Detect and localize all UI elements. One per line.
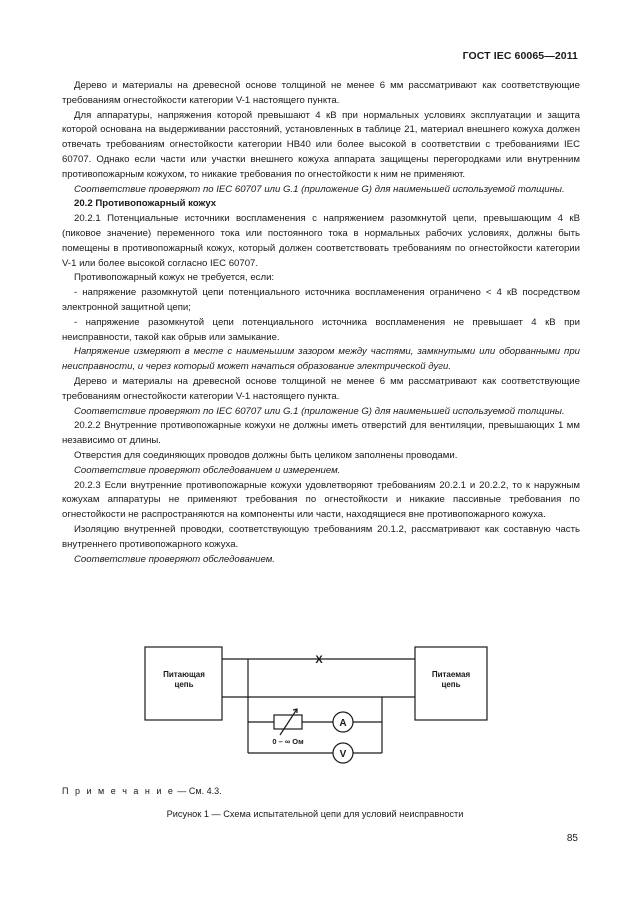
paragraph: 20.2.3 Если внутренние противопожарные кожухи удовлетворяют требованиям 20.2.1 и 20.2.2, то к наружным кожухам аппаратуры не применяют требования по огнестойкости и никакие пассивные требования по огнестойкости не распространяются на компоненты или части, находящиеся вне противопожарного кожуха. bbox=[62, 479, 580, 521]
paragraph-italic: Соответствие проверяют обследованием и измерением. bbox=[74, 464, 341, 476]
paragraph-italic: Соответствие проверяют обследованием. bbox=[74, 553, 275, 565]
section-heading: 20.2 Противопожарный кожух bbox=[74, 198, 217, 210]
figure-caption: Рисунок 1 — Схема испытательной цепи для условий неисправности bbox=[166, 809, 464, 819]
break-mark: X bbox=[315, 654, 323, 666]
figure-note bbox=[62, 786, 222, 796]
test-circuit-diagram bbox=[144, 636, 488, 771]
paragraph-italic: Соответствие проверяют по IEC 60707 или G.1 (приложение G) для наименьшей используемой толщины. bbox=[74, 183, 565, 195]
note-prefix: П р и м е ч а н и е bbox=[62, 786, 175, 796]
paragraph: - напряжение разомкнутой цепи потенциального источника воспламенения ограничено < 4 кВ посредством электронной защитной цепи; bbox=[62, 287, 580, 313]
document-id: ГОСТ IEC 60065—2011 bbox=[462, 50, 578, 62]
ammeter-label: A bbox=[339, 718, 347, 729]
paragraph: Изоляцию внутренней проводки, соответствующую требованиям 20.1.2, рассматривают как составную часть внутреннего противопожарного кожуха. bbox=[62, 523, 580, 550]
page-number: 85 bbox=[566, 833, 578, 844]
load-label-2: цепь bbox=[441, 680, 461, 689]
paragraph-italic: Напряжение измеряют в месте с наименьшим зазором между частями, замкнутыми или оборванными при неисправности, и через который может начаться образование электрической дуги. bbox=[62, 346, 580, 373]
paragraph: Дерево и материалы на древесной основе толщиной не менее 6 мм рассматривают как соответствующие требованиям огнестойкости категории V-1 настоящего пункта. bbox=[62, 375, 580, 402]
paragraph: 20.2.1 Потенциальные источники воспламенения с напряжением разомкнутой цепи, превышающим 4 кВ (пиковое значение) переменного тока или постоянного тока в нормальных рабочих условиях, должны быть помещены в противопожарный кожух, который должен соответствовать требованиям по огнестойкости категории V-1 или более высокой согласно IEC 60707. bbox=[62, 213, 580, 269]
paragraph: Противопожарный кожух не требуется, если: bbox=[74, 272, 275, 284]
paragraph: 20.2.2 Внутренние противопожарные кожухи не должны иметь отверстий для вентиляции, превышающих 1 мм независимо от длины. bbox=[62, 420, 580, 447]
paragraph: Для аппаратуры, напряжения которой превышают 4 кВ при нормальных условиях эксплуатации и защита которой основана на выдерживании расстояний, установленных в таблице 21, материал внешнего кожуха должен отвечать требованиям огнестойкости категории HB40 или более высокой в соответствии с требованиями IEC 60707. Однако если части или участки внешнего кожуха аппарата защищены перегородками или внутренним противопожарным кожухом, то никакие требования по огнестойкости к ним не применяют. bbox=[62, 109, 580, 180]
paragraph: Отверстия для соединяющих проводов должны быть целиком заполнены проводами. bbox=[74, 449, 458, 461]
resistor-label: 0 – ∞ Ом bbox=[272, 737, 304, 746]
supply-label: Питающая bbox=[163, 670, 205, 679]
paragraph: Дерево и материалы на древесной основе толщиной не менее 6 мм рассматривают как соответствующие требованиям огнестойкости категории V-1 настоящего пункта. bbox=[62, 80, 580, 106]
note-text: — См. 4.3. bbox=[174, 786, 222, 796]
paragraph-italic: Соответствие проверяют по IEC 60707 или G.1 (приложение G) для наименьшей используемой толщины. bbox=[74, 405, 565, 417]
body-text bbox=[62, 79, 580, 567]
voltmeter-label: V bbox=[339, 749, 347, 760]
paragraph: - напряжение разомкнутой цепи потенциального источника воспламенения не превышает 4 кВ при неисправности, такой как обрыв или замыкание. bbox=[62, 316, 580, 343]
supply-label-2: цепь bbox=[174, 680, 194, 689]
load-label: Питаемая bbox=[431, 670, 471, 679]
